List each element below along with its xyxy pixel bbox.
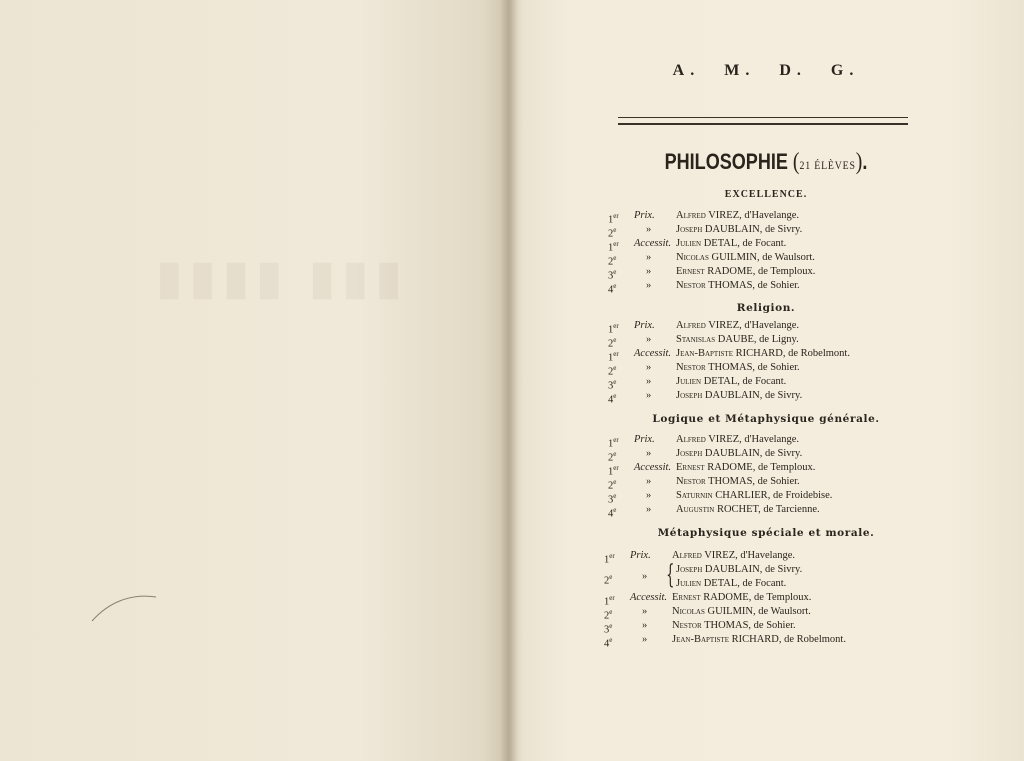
student-name: Joseph DAUBLAIN, de Sivry. [676,390,803,401]
student-name: Jean-Baptiste RICHARD, de Robelmont. [676,348,850,359]
award-label: Accessit. [630,592,668,603]
student-name: Julien DETAL, de Focant. [676,376,787,387]
award-label: » [646,448,652,459]
student-name: Julien DETAL, de Focant. [676,238,787,249]
award-label: » [646,224,652,235]
section-title: EXCELLENCE. [724,189,808,200]
student-name: Ernest RADOME, de Temploux. [672,592,812,603]
rank: 2e [608,364,617,378]
title-open-paren: ( [792,149,800,175]
rank: 1er [604,594,615,608]
rank: 1er [608,464,619,478]
award-label: » [646,390,652,401]
left-page [0,0,508,761]
student-name: Julien DETAL, de Focant. [676,578,787,589]
student-name: Alfred VIREZ, d'Havelange. [672,550,796,561]
page-content [508,0,1024,761]
page-header: A. M. D. G. [672,62,860,79]
rank: 2e [608,478,617,492]
student-name: Alfred VIREZ, d'Havelange. [676,320,800,331]
title-main: PHILOSOPHIE [664,149,788,174]
award-label: Prix. [634,210,655,221]
section-title: Métaphysique spéciale et morale. [657,527,875,539]
pencil-mark [90,585,160,625]
title-period: . [862,149,868,174]
award-label: Accessit. [634,462,672,473]
rank: 2e [608,336,617,350]
rank: 4e [608,392,617,406]
rank: 4e [608,506,617,520]
award-label: » [642,620,648,631]
student-name: Saturnin CHARLIER, de Froidebise. [676,490,833,501]
title-sub: 21 ÉLÈVES [799,158,856,172]
student-name: Nestor THOMAS, de Sohier. [676,362,800,373]
award-label: » [646,362,652,373]
award-label: Prix. [634,320,655,331]
award-label: » [646,280,652,291]
award-label: » [642,606,648,617]
rank: 3e [608,492,617,506]
award-label: » [646,376,652,387]
rank: 1er [608,350,619,364]
student-name: Joseph DAUBLAIN, de Sivry. [676,564,803,575]
student-name: Joseph DAUBLAIN, de Sivry. [676,448,803,459]
student-name: Nicolas GUILMIN, de Waulsort. [676,252,815,263]
rank: 2e [608,254,617,268]
student-name: Ernest RADOME, de Temploux. [676,462,816,473]
rank: 2e [604,608,613,622]
rank: 3e [608,268,617,282]
rank: 4e [608,282,617,296]
student-name: Ernest RADOME, de Temploux. [676,266,816,277]
rank: 2e [608,450,617,464]
award-label: » [646,504,652,515]
student-name: Jean-Baptiste RICHARD, de Robelmont. [672,634,846,645]
rank: 4e [604,636,613,650]
student-name: Nestor THOMAS, de Sohier. [676,280,800,291]
rank: 1er [608,322,619,336]
award-label: Accessit. [634,348,672,359]
student-name: Augustin ROCHET, de Tarcienne. [676,504,820,515]
bleed-through-shadow: ▮▮▮ ▮▮▮▮ [148,252,402,303]
student-name: Nestor THOMAS, de Sohier. [672,620,796,631]
student-name: Stanislas DAUBE, de Ligny. [676,334,799,345]
award-label: » [646,266,652,277]
award-label: Accessit. [634,238,672,249]
rank: 3e [604,622,613,636]
rank: 3e [608,378,617,392]
award-label: » [642,634,648,645]
student-name: Alfred VIREZ, d'Havelange. [676,434,800,445]
award-label: » [646,490,652,501]
award-label: » [646,252,652,263]
student-name: Nestor THOMAS, de Sohier. [676,476,800,487]
title-close-paren: ) [855,149,863,175]
section-title: Logique et Métaphysique générale. [652,413,880,425]
rank: 2e [604,573,613,587]
rank: 1er [608,436,619,450]
award-label: Prix. [630,550,651,561]
rank: 1er [608,240,619,254]
award-label: » [642,571,648,582]
rank: 2e [608,226,617,240]
page-title [554,149,977,176]
double-rule [618,117,908,125]
rank: 1er [604,552,615,566]
award-label: » [646,476,652,487]
award-label: Prix. [634,434,655,445]
student-name: Alfred VIREZ, d'Havelange. [676,210,800,221]
student-name: Joseph DAUBLAIN, de Sivry. [676,224,803,235]
section-title: Religion. [736,302,796,314]
rank: 1er [608,212,619,226]
award-label: » [646,334,652,345]
brace-glyph: { [666,560,675,590]
student-name: Nicolas GUILMIN, de Waulsort. [672,606,811,617]
